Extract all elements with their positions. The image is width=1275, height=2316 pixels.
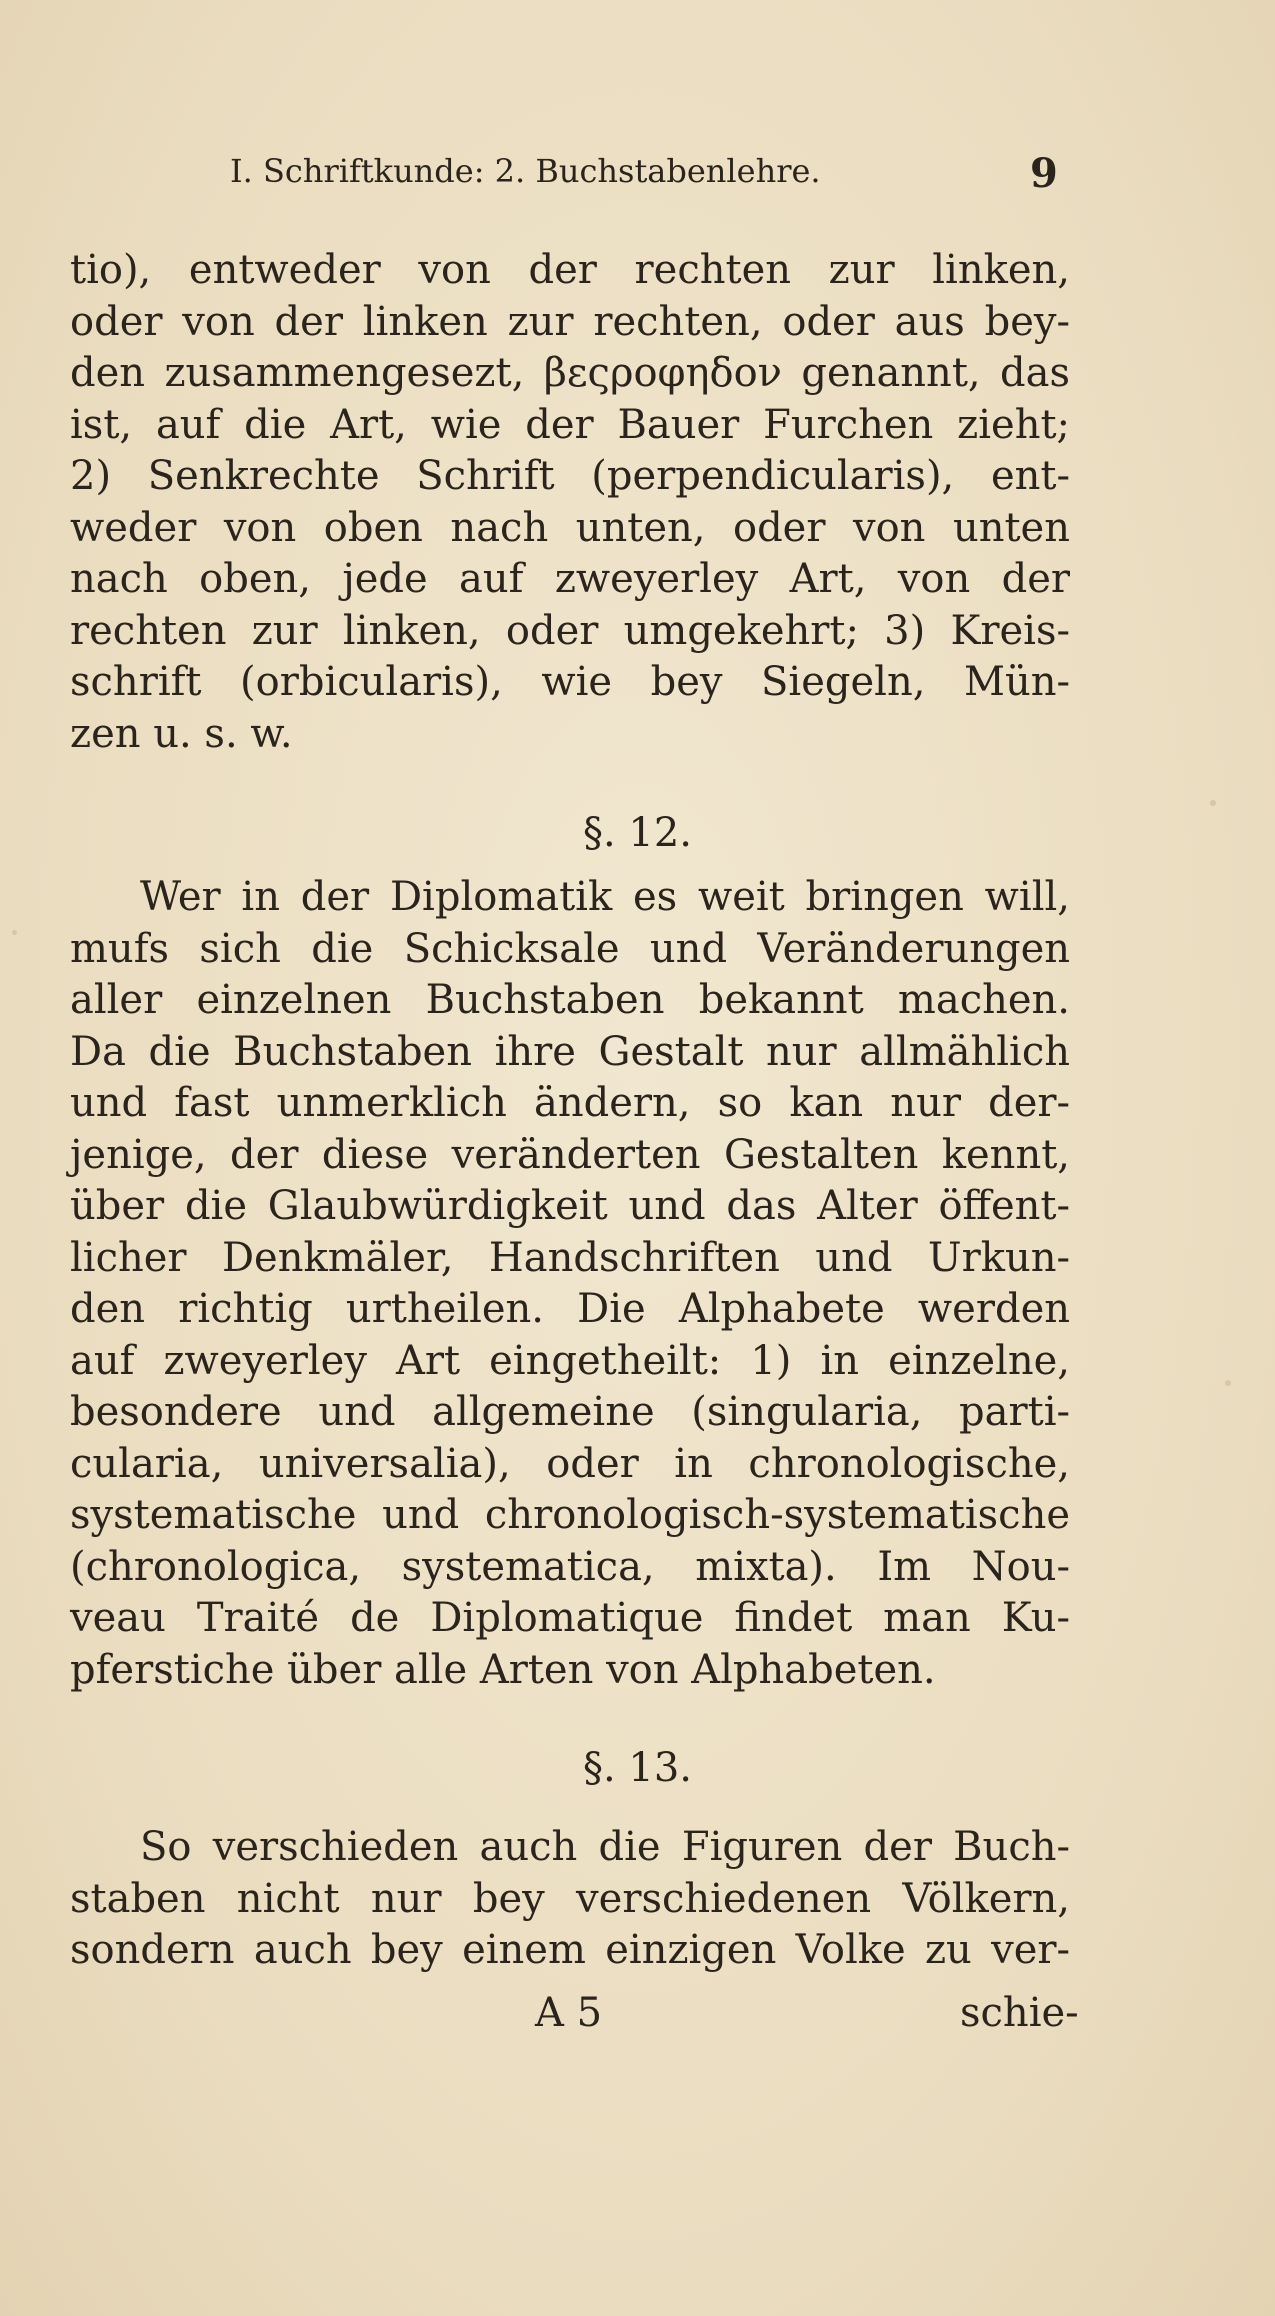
section-13-text xyxy=(70,1822,1070,1977)
section-12-text xyxy=(70,872,1070,1696)
text-line: Da die Buchstaben ihre Gestalt nur allmählich xyxy=(70,1028,1070,1075)
section-13-heading: §. 13. xyxy=(582,1745,693,1791)
page-number: 9 xyxy=(1030,150,1058,197)
text-line: (chronologica, systematica, mixta). Im Nou- xyxy=(70,1543,1070,1590)
text-line: jenige, der diese veränderten Gestalten kennt, xyxy=(70,1131,1070,1178)
catchword: schie- xyxy=(960,1990,1079,2036)
paragraph-continued xyxy=(70,245,1070,760)
text-line: über die Glaubwürdigkeit und das Alter öffent- xyxy=(70,1183,1070,1229)
text-line: mufs sich die Schicksale und Veränderungen xyxy=(70,925,1070,972)
text-line: rechten zur linken, oder umgekehrt; 3) Kreis- xyxy=(70,607,1070,654)
text-line: sondern auch bey einem einzigen Volke zu ver- xyxy=(70,1927,1070,1973)
text-line: besondere und allgemeine (singularia, parti- xyxy=(70,1389,1070,1435)
text-line: 2) Senkrechte Schrift (perpendicularis), ent- xyxy=(70,453,1070,499)
text-line: So verschieden auch die Figuren der Buch- xyxy=(140,1824,1070,1870)
signature-mark: A 5 xyxy=(535,1990,603,2036)
text-line: den richtig urtheilen. Die Alphabete werden xyxy=(70,1286,1070,1332)
text-line: weder von oben nach unten, oder von unten xyxy=(70,504,1070,551)
text-line: nach oben, jede auf zweyerley Art, von der xyxy=(70,556,1070,602)
section-12-heading: §. 12. xyxy=(582,810,693,856)
paper-spot xyxy=(1225,1380,1231,1386)
paper-spot xyxy=(12,930,17,935)
text-line: oder von der linken zur rechten, oder aus bey- xyxy=(70,298,1070,345)
text-line: pferstiche über alle Arten von Alphabeten. xyxy=(70,1646,936,1693)
text-line: tio), entweder von der rechten zur linken, xyxy=(70,247,1070,293)
text-line: systematische und chronologisch-systematische xyxy=(70,1492,1070,1538)
text-line: den zusammengesezt, βεςροφηδον genannt, das xyxy=(70,350,1070,396)
text-line: Wer in der Diplomatik es weit bringen will, xyxy=(140,874,1070,920)
text-line: veau Traité de Diplomatique findet man Ku- xyxy=(70,1595,1070,1641)
text-line: staben nicht nur bey verschiedenen Völkern, xyxy=(70,1875,1070,1922)
text-line: und fast unmerklich ändern, so kan nur der- xyxy=(70,1080,1070,1126)
running-title: I. Schriftkunde: 2. Buchstabenlehre. xyxy=(230,152,821,190)
text-line: zen u. s. w. xyxy=(70,710,293,757)
text-line: auf zweyerley Art eingetheilt: 1) in einzelne, xyxy=(70,1337,1070,1384)
text-line: licher Denkmäler, Handschriften und Urkun- xyxy=(70,1234,1070,1281)
text-line: cularia, universalia), oder in chronologische, xyxy=(70,1440,1070,1487)
text-line: ist, auf die Art, wie der Bauer Furchen zieht; xyxy=(70,401,1070,448)
text-line: aller einzelnen Buchstaben bekannt machen. xyxy=(70,977,1070,1023)
text-line: schrift (orbicularis), wie bey Siegeln, Mün- xyxy=(70,659,1070,705)
paper-spot xyxy=(1210,800,1216,806)
